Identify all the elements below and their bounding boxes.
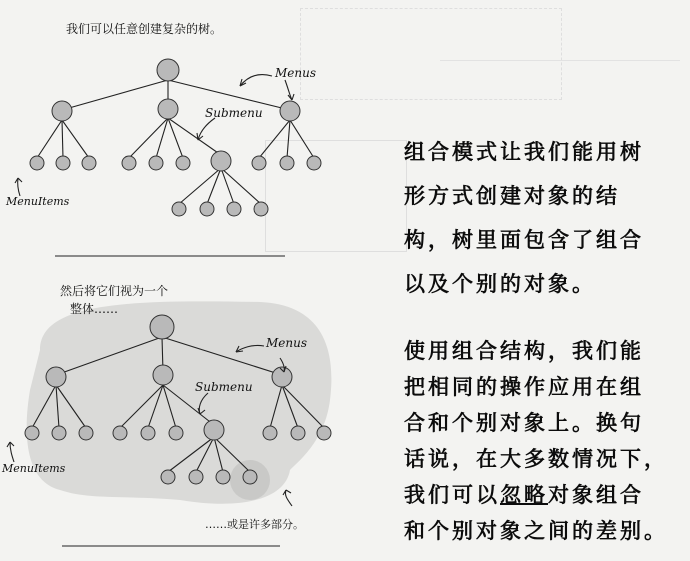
highlight-blob <box>27 301 332 503</box>
paragraph-1 <box>404 137 644 299</box>
paragraph-2-line: 和个别对象之间的差别。 <box>404 519 668 543</box>
bottom-tree-footnote: ……或是许多部分。 <box>205 518 304 531</box>
paragraph-2-line: 话说，在大多数情况下， <box>404 447 668 471</box>
emphasized-ignore: 忽略 <box>500 483 548 507</box>
paragraph-1-line: 以及个别的对象。 <box>404 272 596 296</box>
paragraph-1-line: 构，树里面包含了组合 <box>404 228 644 252</box>
paragraph-1-line: 组合模式让我们能用树 <box>404 140 644 164</box>
paragraph-2-line: 合和个别对象上。换句 <box>404 411 644 435</box>
bottom-menuitems-label: MenuItems <box>2 462 66 475</box>
paragraph-2 <box>404 336 668 546</box>
paragraph-2-line <box>404 480 668 510</box>
top-menuitems-label: MenuItems <box>6 195 70 208</box>
top-submenu-label: Submenu <box>205 106 263 120</box>
paragraph-2-line: 把相同的操作应用在组 <box>404 375 644 399</box>
bottom-menus-label: Menus <box>266 336 308 350</box>
paragraph-2-line: 使用组合结构，我们能 <box>404 339 644 363</box>
bottom-tree-caption-line1: 然后将它们视为一个 <box>60 284 169 298</box>
paragraph-2-line5-post: 对象组合 <box>548 483 644 507</box>
top-tree <box>37 80 314 204</box>
top-tree-caption: 我们可以任意创建复杂的树。 <box>66 22 223 36</box>
top-menus-label: Menus <box>275 66 317 80</box>
paragraph-1-line: 形方式创建对象的结 <box>404 184 620 208</box>
paragraph-2-line5-pre: 我们可以 <box>404 483 500 507</box>
bottom-tree-caption-line2: 整体…… <box>70 302 119 316</box>
bottom-submenu-label: Submenu <box>195 380 253 394</box>
